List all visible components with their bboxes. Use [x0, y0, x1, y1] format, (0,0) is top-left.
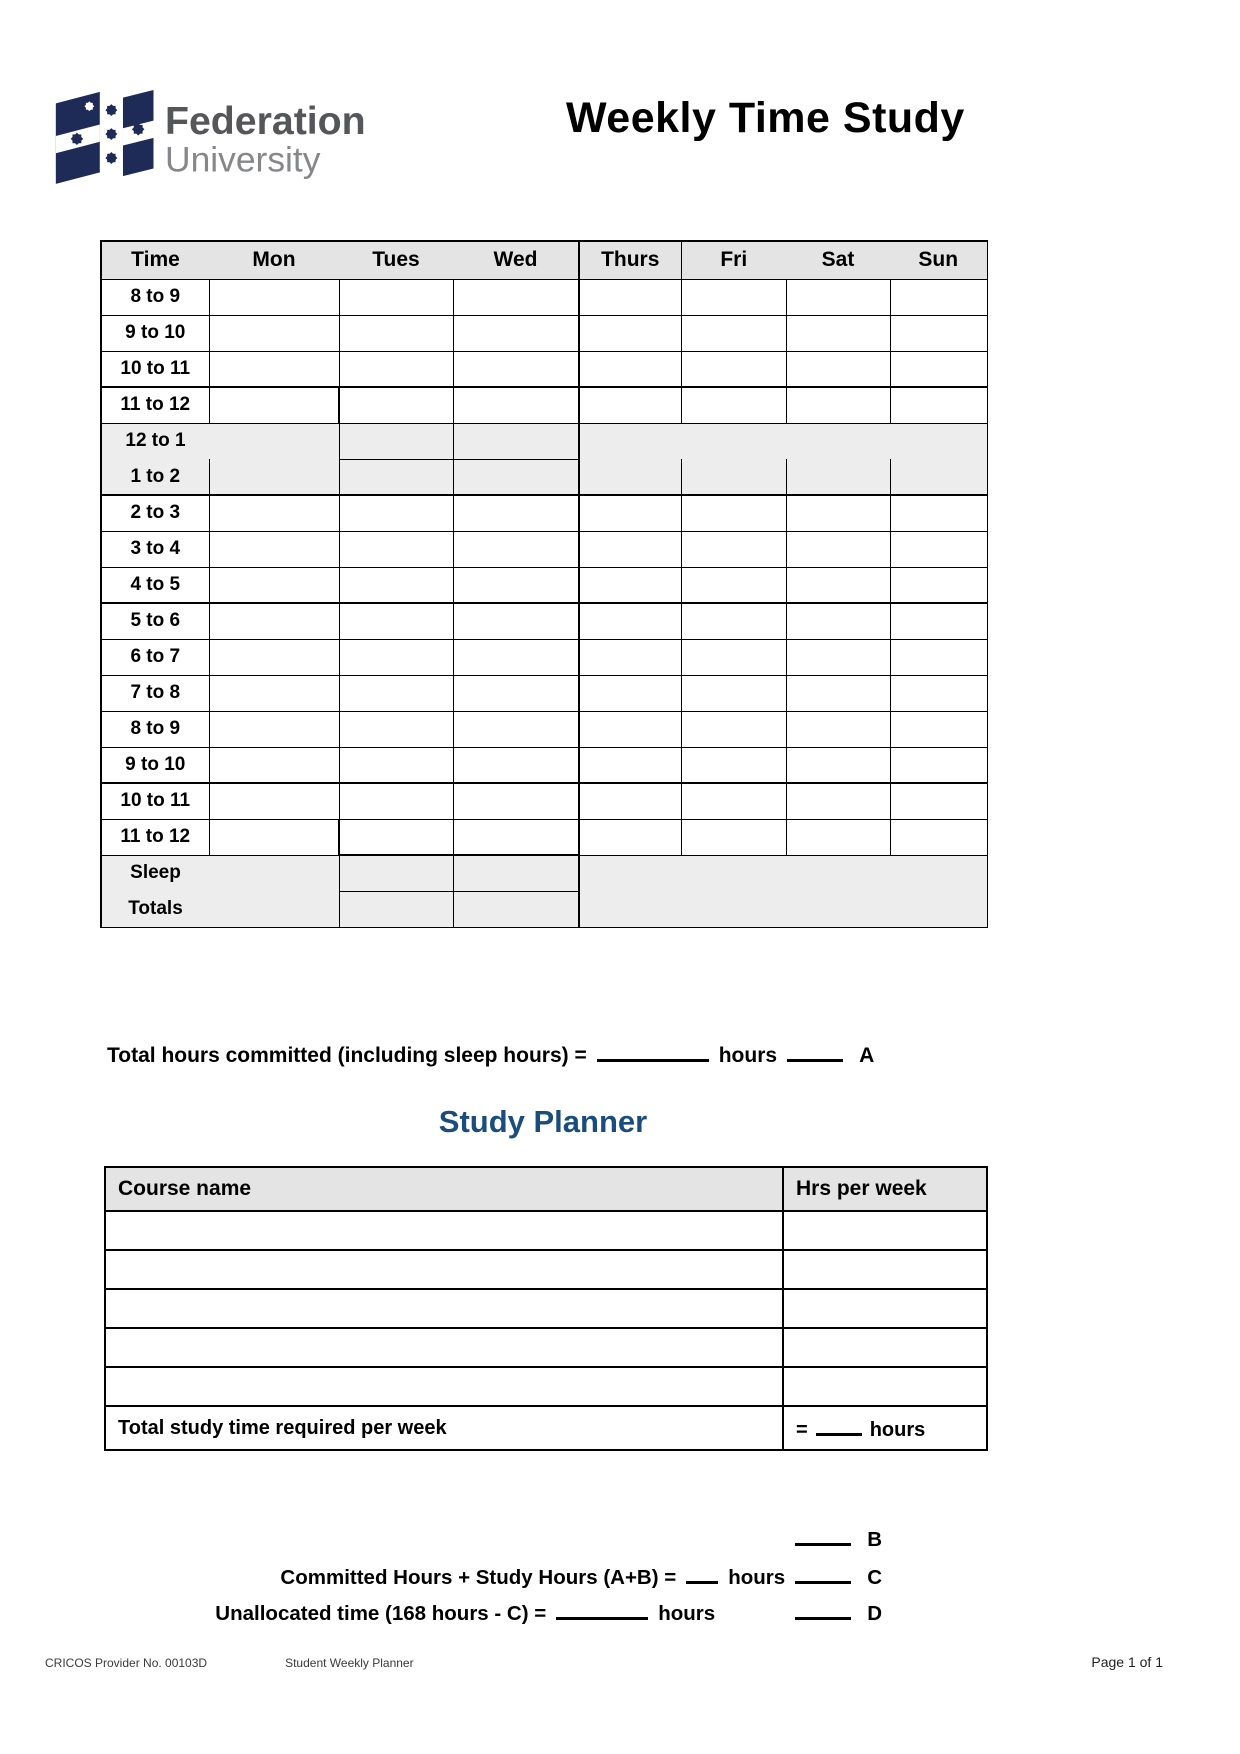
grid-cell-sun-7: [890, 531, 987, 567]
grid-cell-thurs-15: [579, 819, 681, 855]
grid-cell-fri-6: [681, 495, 786, 531]
planner-total-label: Total study time required per week: [105, 1406, 783, 1450]
grid-cell-wed-8: [453, 567, 579, 603]
page-footer: [0, 1654, 1240, 1670]
unallocated-time-unit: hours: [658, 1601, 716, 1625]
tag-d: D: [867, 1601, 882, 1625]
time-slot-label: 11 to 12: [101, 387, 209, 423]
grid-cell-thurs-13: [579, 747, 681, 783]
grid-cell-mon-6: [209, 495, 339, 531]
grid-cell-wed-0: [453, 279, 579, 315]
grid-cell-fri-3: [681, 387, 786, 423]
tag-c: C: [867, 1565, 882, 1589]
time-slot-label: 9 to 10: [101, 315, 209, 351]
calc-line-c: [100, 1562, 882, 1590]
time-slot-label: 12 to 1: [101, 423, 209, 459]
time-row-0: [101, 279, 987, 315]
federation-flag-logo: [52, 84, 368, 186]
grid-cell-fri-2: [681, 351, 786, 387]
planner-header-row: [105, 1167, 987, 1211]
grid-cell-sat-8: [786, 567, 890, 603]
planner-total-row: [105, 1406, 987, 1450]
col-header-sun: Sun: [890, 241, 987, 279]
time-row-7: [101, 531, 987, 567]
grid-cell-fri-13: [681, 747, 786, 783]
hrs-per-week-cell-2: [783, 1289, 987, 1328]
grid-cell-mon-5: [209, 459, 339, 495]
grid-cell-tues-9: [339, 603, 453, 639]
grid-cell-sat-2: [786, 351, 890, 387]
grid-cell-sun-6: [890, 495, 987, 531]
grid-cell-wed-17: [453, 891, 579, 927]
grid-cell-sun-4: [890, 423, 987, 459]
grid-cell-sat-16: [786, 855, 890, 891]
grid-cell-fri-8: [681, 567, 786, 603]
grid-cell-wed-16: [453, 855, 579, 891]
grid-cell-mon-15: [209, 819, 339, 855]
grid-cell-mon-3: [209, 387, 339, 423]
time-row-13: [101, 747, 987, 783]
time-row-2: [101, 351, 987, 387]
tag-c-blank: [795, 1562, 851, 1584]
planner-row-2: [105, 1289, 987, 1328]
time-slot-label: Sleep: [101, 855, 209, 891]
grid-cell-sun-14: [890, 783, 987, 819]
grid-cell-wed-7: [453, 531, 579, 567]
grid-cell-sat-15: [786, 819, 890, 855]
time-row-8: [101, 567, 987, 603]
unallocated-time-label: Unallocated time (168 hours - C) =: [215, 1601, 547, 1625]
time-slot-label: 7 to 8: [101, 675, 209, 711]
time-row-4: [101, 423, 987, 459]
grid-cell-wed-2: [453, 351, 579, 387]
grid-cell-sun-3: [890, 387, 987, 423]
calc-line-d: [100, 1598, 882, 1626]
time-slot-label: 8 to 9: [101, 711, 209, 747]
grid-cell-tues-16: [339, 855, 453, 891]
planner-total-blank: [816, 1415, 862, 1436]
grid-cell-wed-13: [453, 747, 579, 783]
grid-cell-mon-14: [209, 783, 339, 819]
time-slot-label: 8 to 9: [101, 279, 209, 315]
total-hours-committed-line: [107, 1040, 874, 1068]
grid-cell-thurs-4: [579, 423, 681, 459]
time-row-15: [101, 819, 987, 855]
grid-cell-sun-15: [890, 819, 987, 855]
weekly-table-header-row: [101, 241, 987, 279]
study-planner-heading: Study Planner: [438, 1104, 648, 1139]
grid-cell-tues-15: [339, 819, 453, 855]
hrs-per-week-cell-4: [783, 1367, 987, 1406]
tag-d-blank: [795, 1598, 851, 1620]
course-name-cell-4: [105, 1367, 783, 1406]
flag-star: [105, 104, 117, 116]
grid-cell-fri-5: [681, 459, 786, 495]
grid-cell-mon-7: [209, 531, 339, 567]
planner-total-equals: =: [796, 1418, 808, 1441]
university-logo: [52, 84, 368, 191]
grid-cell-thurs-1: [579, 315, 681, 351]
calc-line-b: [100, 1524, 882, 1552]
grid-cell-fri-10: [681, 639, 786, 675]
time-row-17: [101, 891, 987, 927]
planner-row-1: [105, 1250, 987, 1289]
grid-cell-wed-6: [453, 495, 579, 531]
planner-total-unit: hours: [869, 1418, 926, 1441]
tag-b: B: [867, 1527, 882, 1551]
grid-cell-sat-11: [786, 675, 890, 711]
grid-cell-tues-2: [339, 351, 453, 387]
total-hours-unit: hours: [718, 1044, 778, 1068]
study-planner-table-wrap: [104, 1166, 988, 1451]
hrs-per-week-cell-1: [783, 1250, 987, 1289]
course-name-cell-1: [105, 1250, 783, 1289]
grid-cell-mon-12: [209, 711, 339, 747]
grid-cell-sat-14: [786, 783, 890, 819]
grid-cell-sat-12: [786, 711, 890, 747]
grid-cell-tues-10: [339, 639, 453, 675]
col-header-wed: Wed: [453, 241, 579, 279]
time-slot-label: Totals: [101, 891, 209, 927]
grid-cell-mon-4: [209, 423, 339, 459]
grid-cell-tues-4: [339, 423, 453, 459]
time-slot-label: 5 to 6: [101, 603, 209, 639]
time-row-9: [101, 603, 987, 639]
grid-cell-sat-10: [786, 639, 890, 675]
grid-cell-mon-8: [209, 567, 339, 603]
tag-b-blank: [795, 1524, 851, 1546]
grid-cell-sun-9: [890, 603, 987, 639]
grid-cell-sun-17: [890, 891, 987, 927]
grid-cell-wed-5: [453, 459, 579, 495]
time-row-12: [101, 711, 987, 747]
time-slot-label: 10 to 11: [101, 783, 209, 819]
document-name: Student Weekly Planner: [285, 1656, 414, 1670]
total-hours-blank: [597, 1040, 709, 1062]
col-header-mon: Mon: [209, 241, 339, 279]
time-row-14: [101, 783, 987, 819]
grid-cell-sun-10: [890, 639, 987, 675]
grid-cell-tues-3: [339, 387, 453, 423]
planner-row-4: [105, 1367, 987, 1406]
grid-cell-mon-16: [209, 855, 339, 891]
grid-cell-thurs-12: [579, 711, 681, 747]
grid-cell-mon-2: [209, 351, 339, 387]
course-name-cell-0: [105, 1211, 783, 1250]
grid-cell-tues-1: [339, 315, 453, 351]
grid-cell-tues-0: [339, 279, 453, 315]
grid-cell-sat-6: [786, 495, 890, 531]
grid-cell-tues-11: [339, 675, 453, 711]
unallocated-time-blank: [556, 1598, 648, 1620]
time-slot-label: 2 to 3: [101, 495, 209, 531]
grid-cell-mon-17: [209, 891, 339, 927]
grid-cell-sun-11: [890, 675, 987, 711]
time-row-11: [101, 675, 987, 711]
logo-wordmark-line2: University: [164, 139, 321, 180]
grid-cell-wed-3: [453, 387, 579, 423]
grid-cell-tues-8: [339, 567, 453, 603]
grid-cell-tues-13: [339, 747, 453, 783]
col-header-tues: Tues: [339, 241, 453, 279]
grid-cell-thurs-11: [579, 675, 681, 711]
time-slot-label: 6 to 7: [101, 639, 209, 675]
grid-cell-fri-0: [681, 279, 786, 315]
planner-total-value-cell: [783, 1406, 987, 1450]
grid-cell-fri-9: [681, 603, 786, 639]
grid-cell-fri-16: [681, 855, 786, 891]
grid-cell-sat-0: [786, 279, 890, 315]
grid-cell-fri-12: [681, 711, 786, 747]
course-name-cell-3: [105, 1328, 783, 1367]
col-header-hrs-per-week: Hrs per week: [783, 1167, 987, 1211]
flag-star: [71, 133, 83, 145]
grid-cell-sun-1: [890, 315, 987, 351]
grid-cell-thurs-5: [579, 459, 681, 495]
course-name-cell-2: [105, 1289, 783, 1328]
col-header-fri: Fri: [681, 241, 786, 279]
logo-wordmark-line1: Federation: [164, 99, 366, 144]
grid-cell-fri-11: [681, 675, 786, 711]
grid-cell-wed-14: [453, 783, 579, 819]
time-slot-label: 3 to 4: [101, 531, 209, 567]
grid-cell-fri-1: [681, 315, 786, 351]
hrs-per-week-cell-3: [783, 1328, 987, 1367]
grid-cell-thurs-8: [579, 567, 681, 603]
flag-icon: [56, 90, 154, 184]
grid-cell-wed-15: [453, 819, 579, 855]
time-row-5: [101, 459, 987, 495]
planner-row-3: [105, 1328, 987, 1367]
time-slot-label: 4 to 5: [101, 567, 209, 603]
grid-cell-tues-5: [339, 459, 453, 495]
grid-cell-sun-16: [890, 855, 987, 891]
time-row-6: [101, 495, 987, 531]
grid-cell-wed-10: [453, 639, 579, 675]
time-row-3: [101, 387, 987, 423]
col-header-course-name: Course name: [105, 1167, 783, 1211]
grid-cell-thurs-0: [579, 279, 681, 315]
grid-cell-tues-7: [339, 531, 453, 567]
grid-cell-sat-17: [786, 891, 890, 927]
flag-star: [84, 101, 94, 111]
flag-star: [105, 128, 117, 140]
grid-cell-sat-4: [786, 423, 890, 459]
grid-cell-fri-4: [681, 423, 786, 459]
grid-cell-sat-13: [786, 747, 890, 783]
grid-cell-thurs-3: [579, 387, 681, 423]
grid-cell-sun-2: [890, 351, 987, 387]
time-slot-label: 1 to 2: [101, 459, 209, 495]
grid-cell-mon-10: [209, 639, 339, 675]
grid-cell-sat-9: [786, 603, 890, 639]
page-number: Page 1 of 1: [1091, 1654, 1163, 1670]
grid-cell-mon-0: [209, 279, 339, 315]
hrs-per-week-cell-0: [783, 1211, 987, 1250]
grid-cell-wed-1: [453, 315, 579, 351]
committed-plus-study-unit: hours: [728, 1565, 786, 1589]
grid-cell-sat-1: [786, 315, 890, 351]
time-slot-label: 9 to 10: [101, 747, 209, 783]
study-planner-table: [104, 1166, 988, 1451]
committed-plus-study-blank: [686, 1562, 718, 1584]
grid-cell-wed-4: [453, 423, 579, 459]
grid-cell-thurs-9: [579, 603, 681, 639]
tag-a: A: [859, 1044, 875, 1068]
weekly-time-table: [100, 240, 988, 928]
grid-cell-tues-17: [339, 891, 453, 927]
grid-cell-sun-13: [890, 747, 987, 783]
grid-cell-sun-12: [890, 711, 987, 747]
grid-cell-sat-7: [786, 531, 890, 567]
grid-cell-sun-5: [890, 459, 987, 495]
grid-cell-sun-0: [890, 279, 987, 315]
col-header-sat: Sat: [786, 241, 890, 279]
page-title: Weekly Time Study: [566, 94, 965, 142]
time-row-1: [101, 315, 987, 351]
time-row-16: [101, 855, 987, 891]
time-slot-label: 10 to 11: [101, 351, 209, 387]
grid-cell-tues-6: [339, 495, 453, 531]
flag-star: [105, 152, 117, 164]
committed-plus-study-label: Committed Hours + Study Hours (A+B) =: [280, 1565, 677, 1589]
planner-row-0: [105, 1211, 987, 1250]
grid-cell-tues-12: [339, 711, 453, 747]
grid-cell-sat-5: [786, 459, 890, 495]
grid-cell-thurs-2: [579, 351, 681, 387]
time-slot-label: 11 to 12: [101, 819, 209, 855]
grid-cell-mon-13: [209, 747, 339, 783]
grid-cell-sat-3: [786, 387, 890, 423]
grid-cell-thurs-14: [579, 783, 681, 819]
grid-cell-tues-14: [339, 783, 453, 819]
time-row-10: [101, 639, 987, 675]
grid-cell-mon-1: [209, 315, 339, 351]
flag-star: [132, 123, 144, 135]
weekly-time-table-wrap: [100, 240, 988, 928]
grid-cell-fri-17: [681, 891, 786, 927]
grid-cell-fri-7: [681, 531, 786, 567]
grid-cell-thurs-17: [579, 891, 681, 927]
grid-cell-fri-14: [681, 783, 786, 819]
col-header-time: Time: [101, 241, 209, 279]
total-hours-label: Total hours committed (including sleep hours) =: [107, 1044, 587, 1068]
tag-a-blank: [787, 1040, 843, 1062]
grid-cell-sun-8: [890, 567, 987, 603]
col-header-thurs: Thurs: [579, 241, 681, 279]
grid-cell-thurs-6: [579, 495, 681, 531]
weekly-table-body: [101, 279, 987, 927]
grid-cell-wed-9: [453, 603, 579, 639]
planner-table-body: [105, 1211, 987, 1406]
grid-cell-wed-12: [453, 711, 579, 747]
grid-cell-mon-9: [209, 603, 339, 639]
grid-cell-thurs-16: [579, 855, 681, 891]
grid-cell-thurs-7: [579, 531, 681, 567]
grid-cell-fri-15: [681, 819, 786, 855]
grid-cell-wed-11: [453, 675, 579, 711]
grid-cell-thurs-10: [579, 639, 681, 675]
cricos-provider: CRICOS Provider No. 00103D: [45, 1656, 208, 1670]
grid-cell-mon-11: [209, 675, 339, 711]
